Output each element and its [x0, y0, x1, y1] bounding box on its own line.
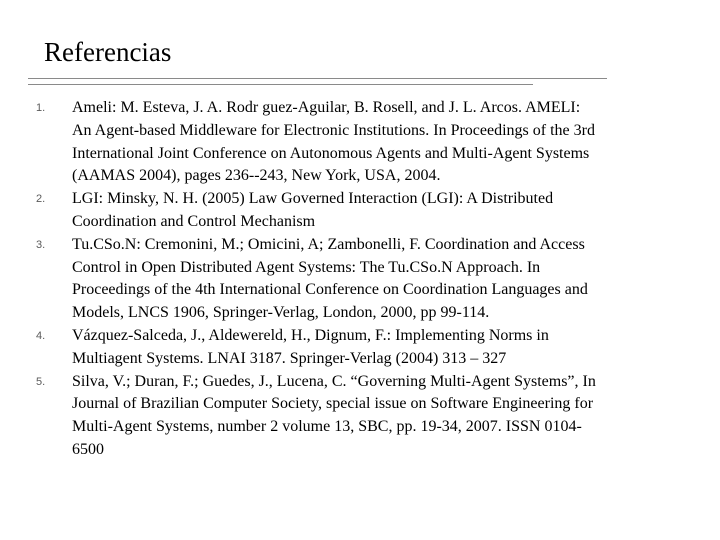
reference-item	[36, 371, 706, 462]
reference-line: (AAMAS 2004), pages 236--243, New York, USA, 2004.	[72, 167, 441, 185]
reference-number: 3.	[36, 238, 46, 251]
reference-line: Proceedings of the 4th International Conference on Coordination Languages and	[72, 281, 588, 299]
reference-number: 2.	[36, 193, 46, 206]
reference-list	[36, 97, 706, 462]
reference-item	[36, 234, 706, 325]
title-underline-secondary	[28, 84, 533, 85]
reference-line: LGI: Minsky, N. H. (2005) Law Governed Interaction (LGI): A Distributed	[72, 190, 554, 208]
reference-line: Vázquez-Salceda, J., Aldewereld, H., Dignum, F.: Implementing Norms in	[72, 326, 549, 344]
reference-line: Multiagent Systems. LNAI 3187. Springer-Verlag (2004) 313 – 327	[72, 349, 507, 367]
reference-number: 4.	[36, 329, 46, 342]
reference-number: 5.	[36, 375, 46, 388]
reference-line: Tu.CSo.N: Cremonini, M.; Omicini, A; Zambonelli, F. Coordination and Access	[72, 235, 585, 253]
reference-line: Silva, V.; Duran, F.; Guedes, J., Lucena, C. “Governing Multi-Agent Systems”, In	[72, 372, 596, 390]
title-underline	[28, 78, 607, 79]
reference-item	[36, 97, 706, 188]
slide-title: Referencias	[44, 37, 172, 67]
reference-item	[36, 325, 706, 371]
reference-line: Journal of Brazilian Computer Society, special issue on Software Engineering for	[72, 395, 594, 413]
reference-line: International Joint Conference on Autonomous Agents and Multi-Agent Systems	[72, 144, 590, 162]
reference-line: Ameli: M. Esteva, J. A. Rodr guez-Aguilar, B. Rosell, and J. L. Arcos. AMELI:	[72, 99, 581, 116]
reference-line: An Agent-based Middleware for Electronic Institutions. In Proceedings of the 3rd	[72, 121, 595, 139]
reference-item	[36, 188, 706, 234]
reference-line: Multi-Agent Systems, number 2 volume 13, SBC, pp. 19-34, 2007. ISSN 0104-	[72, 418, 582, 436]
reference-line: Models, LNCS 1906, Springer-Verlag, London, 2000, pp 99-114.	[72, 304, 490, 322]
reference-line: Control in Open Distributed Agent Systems: The Tu.CSo.N Approach. In	[72, 258, 541, 276]
reference-line: 6500	[72, 440, 104, 458]
reference-number: 1.	[36, 102, 46, 114]
reference-line: Coordination and Control Mechanism	[72, 212, 316, 230]
